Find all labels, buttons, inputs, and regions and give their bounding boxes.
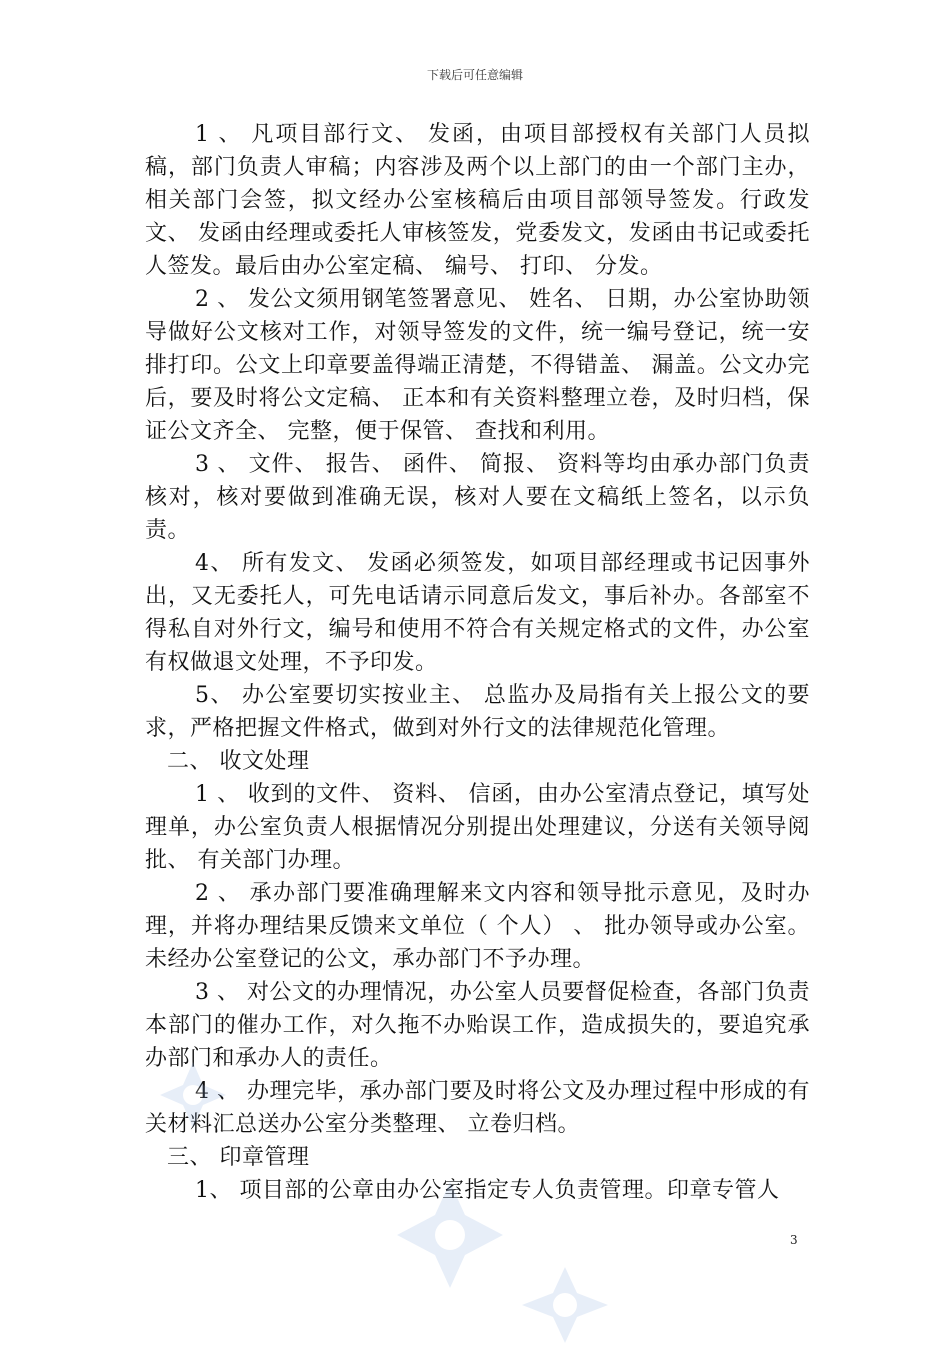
paragraph-3: 3 、 文件、 报告、 函件、 简报、 资料等均由承办部门负责核对，核对要做到准确无误，核对人要在文稿纸上签名，以示负责。 [145,452,810,543]
receiving-paragraph-1: 1 、 收到的文件、 资料、 信函，由办公室清点登记，填写处理单，办公室负责人根据情况分别提出处理建议，分送有关领导阅批、 有关部门办理。 [145,782,810,873]
receiving-paragraph-3: 3 、 对公文的办理情况，办公室人员要督促检查，各部门负责本部门的催办工作，对久拖不办贻误工作，造成损失的，要追究承办部门和承办人的责任。 [145,980,810,1071]
paragraph-1: 1 、 凡项目部行文、 发函，由项目部授权有关部门人员拟稿，部门负责人审稿；内容涉及两个以上部门的由一个部门主办，相关部门会签，拟文经办公室核稿后由项目部领导签发。行政发文、 发函由经理或委托人审核签发，党委发文，发函由书记或委托人签发。最后由办公室定稿、 编号、 打印、 分发。 [145,122,810,279]
paragraph-5: 5、 办公室要切实按业主、 总监办及局指有关上报公文的要求，严格把握文件格式，做到对外行文的法律规范化管理。 [145,683,810,741]
snowflake-watermark-icon [395,1180,505,1290]
page-header: 下载后可任意编辑 [426,68,523,82]
section-heading-seal: 三、 印章管理 [167,1145,310,1170]
snowflake-watermark-icon [158,1060,228,1130]
section-heading-receiving: 二、 收文处理 [167,749,310,774]
paragraph-4: 4、 所有发文、 发函必须签发，如项目部经理或书记因事外出，又无委托人，可先电话请示同意后发文，事后补办。各部室不得私自对外行文，编号和使用不符合有关规定格式的文件，办公室有权做退文处理，不予印发。 [145,551,810,675]
document-body [145,118,810,1207]
snowflake-watermark-icon [520,1265,610,1345]
paragraph-2: 2 、 发公文须用钢笔签署意见、 姓名、 日期，办公室协助领导做好公文核对工作，对领导签发的文件，统一编号登记，统一安排打印。公文上印章要盖得端正清楚，不得错盖、 漏盖。公文办完后，要及时将公文定稿、 正本和有关资料整理立卷，及时归档，保证公文齐全、 完整，便于保管、 查找和利用。 [145,287,810,444]
receiving-paragraph-4: 4 、 办理完毕，承办部门要及时将公文及办理过程中形成的有关材料汇总送办公室分类整理、 立卷归档。 [145,1079,810,1137]
page-number: 3 [790,1233,798,1247]
seal-paragraph-1: 1、 项目部的公章由办公室指定专人负责管理。印章专管人 [195,1178,780,1203]
receiving-paragraph-2: 2 、 承办部门要准确理解来文内容和领导批示意见，及时办理，并将办理结果反馈来文单位（ 个人） 、 批办领导或办公室。未经办公室登记的公文，承办部门不予办理。 [145,881,810,972]
